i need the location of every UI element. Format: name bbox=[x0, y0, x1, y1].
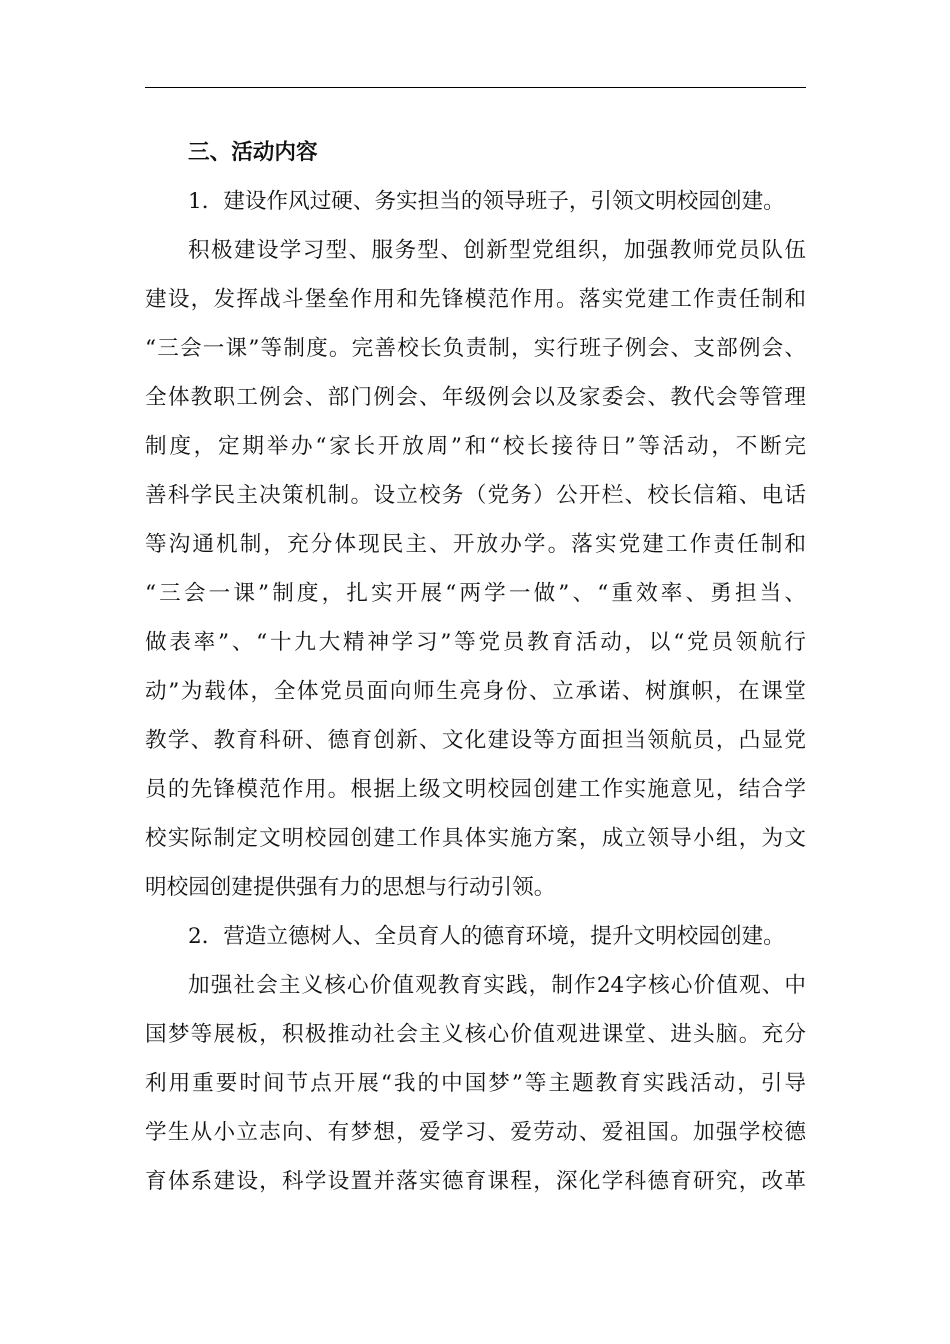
paragraph-line: 动”为载体，全体党员面向师生亮身份、立承诺、树旗帜，在课堂 bbox=[145, 679, 806, 704]
paragraph-line: 做表率”、“十九大精神学习”等党员教育活动，以“党员领航行 bbox=[145, 630, 806, 655]
paragraph-line: 育体系建设，科学设置并落实德育课程，深化学科德育研究，改革 bbox=[145, 1169, 806, 1194]
paragraph-line: 建设，发挥战斗堡垒作用和先锋模范作用。落实党建工作责任制和 bbox=[145, 287, 806, 312]
paragraph-line: 员的先锋模范作用。根据上级文明校园创建工作实施意见，结合学 bbox=[145, 777, 806, 802]
paragraph-line: 加强社会主义核心价值观教育实践，制作24字核心价值观、中 bbox=[188, 973, 806, 998]
paragraph-line: “三会一课”制度，扎实开展“两学一做”、“重效率、勇担当、 bbox=[145, 581, 806, 606]
paragraph-line: 利用重要时间节点开展“我的中国梦”等主题教育实践活动，引导 bbox=[145, 1071, 806, 1096]
paragraph-line: 制度，定期举办“家长开放周”和“校长接待日”等活动，不断完 bbox=[145, 434, 806, 459]
document-body bbox=[145, 128, 806, 1206]
paragraph-line: 全体教职工例会、部门例会、年级例会以及家委会、教代会等管理 bbox=[145, 385, 806, 410]
header-rule bbox=[145, 87, 806, 88]
section-heading: 三、活动内容 bbox=[188, 140, 318, 165]
paragraph-line: “三会一课”等制度。完善校长负责制，实行班子例会、支部例会、 bbox=[145, 336, 806, 361]
subheading-2: 2．营造立德树人、全员育人的德育环境，提升文明校园创建。 bbox=[188, 924, 785, 949]
subheading-1: 1．建设作风过硬、务实担当的领导班子，引领文明校园创建。 bbox=[188, 189, 785, 214]
paragraph-line: 校实际制定文明校园创建工作具体实施方案，成立领导小组，为文 bbox=[145, 826, 806, 851]
paragraph-line: 国梦等展板，积极推动社会主义核心价值观进课堂、进头脑。充分 bbox=[145, 1022, 806, 1047]
paragraph-line: 教学、教育科研、德育创新、文化建设等方面担当领航员，凸显党 bbox=[145, 728, 806, 753]
paragraph-line: 积极建设学习型、服务型、创新型党组织，加强教师党员队伍 bbox=[188, 238, 806, 263]
paragraph-line: 学生从小立志向、有梦想，爱学习、爱劳动、爱祖国。加强学校德 bbox=[145, 1120, 806, 1145]
paragraph-line: 善科学民主决策机制。设立校务（党务）公开栏、校长信箱、电话 bbox=[145, 483, 806, 508]
paragraph-line: 等沟通机制，充分体现民主、开放办学。落实党建工作责任制和 bbox=[145, 532, 806, 557]
paragraph-line: 明校园创建提供强有力的思想与行动引领。 bbox=[145, 875, 556, 900]
